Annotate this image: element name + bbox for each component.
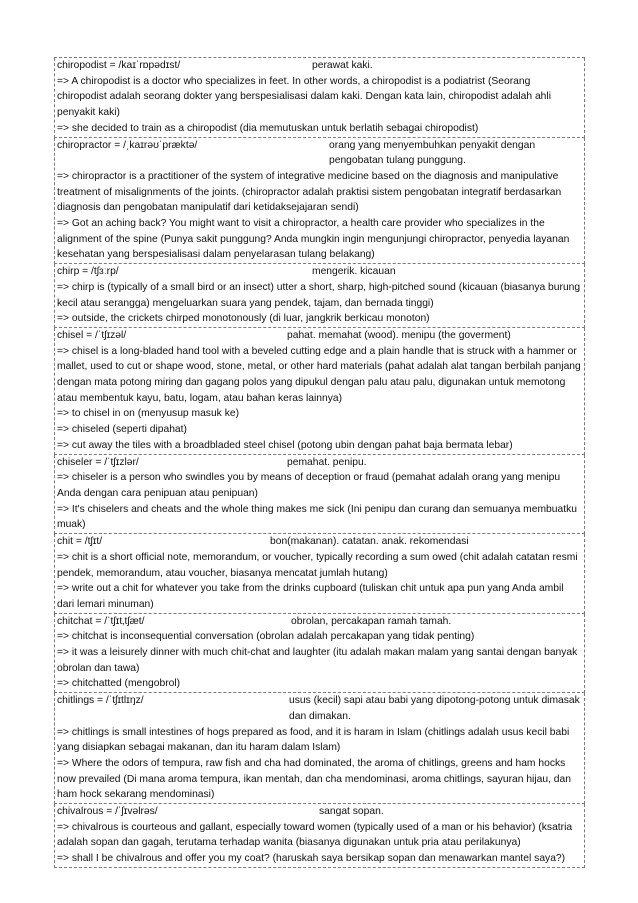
dictionary-document bbox=[54, 57, 585, 868]
entry-line: => chirp is (typically of a small bird or an insect) utter a short, sharp, high-pitched sound (kicauan (biasanya burung kecil atau serangga) mengeluarkan suara yang pendek, tajam, dan bernada tinggi) bbox=[57, 281, 581, 309]
entry-line: => outside, the crickets chirped monotonously (di luar, jangkrik berkicau monoton) bbox=[57, 313, 430, 325]
entry-line: => chit is a short official note, memorandum, or voucher, typically recording a sum owed (chit adalah catatan resmi pendek, memorandum, atau voucher, biasanya mencatat jumlah hutang) bbox=[57, 551, 578, 579]
entry-line: => shall I be chivalrous and offer you my coat? (haruskah saya bersikap sopan dan menawarkan mantel saya?) bbox=[57, 853, 566, 865]
dictionary-entry bbox=[54, 264, 585, 328]
entry-header bbox=[57, 804, 582, 820]
entry-meaning: sangat sopan. bbox=[319, 806, 384, 818]
entry-line: => chiropractor is a practitioner of the system of integrative medicine based on the diagnosis and manipulative treatment of misalignments of the joints. (chiropractor adalah praktisi sistem pengobatan integratif berdasarkan diagnosis dan pengobatan manipulatif dari ketidaksejajaran sendi) bbox=[57, 170, 562, 214]
entry-line: => It's chiselers and cheats and the whole thing makes me sick (Ini penipu dan curang dan semuanya membuatku muak) bbox=[57, 503, 577, 531]
entry-line: => chitchat is inconsequential conversation (obrolan adalah percakapan yang tidak penting) bbox=[57, 631, 475, 643]
entry-headword: chiseler = /ˈtʃɪzlər/ bbox=[57, 456, 139, 468]
entry-meaning: pahat. memahat (wood). menipu (the goverment) bbox=[287, 329, 511, 341]
entry-meaning: bon(makanan). catatan. anak. rekomendasi bbox=[270, 536, 469, 548]
entry-line: => write out a chit for whatever you take from the drinks cupboard (tuliskan chit untuk apa pun yang Anda ambil dari lemari minuman) bbox=[57, 583, 564, 610]
entry-headword: chivalrous = /ˈʃɪvəlrəs/ bbox=[57, 806, 158, 818]
entry-header bbox=[57, 614, 582, 630]
entry-headword: chiropodist = /kaɪˈrɒpədɪst/ bbox=[57, 60, 181, 71]
entry-meaning: pemahat. penipu. bbox=[287, 456, 367, 468]
dictionary-entry bbox=[54, 138, 585, 265]
entry-meaning: usus (kecil) sapi atau babi yang dipotong-potong untuk dimasak dan dimakan. bbox=[289, 695, 580, 722]
entry-headword: chitchat = /ˈtʃɪt‚tʃæt/ bbox=[57, 615, 145, 627]
entry-headword: chitlings = /ˈtʃɪtlɪŋz/ bbox=[57, 695, 144, 707]
entry-headword: chisel = /ˈtʃɪzəl/ bbox=[57, 329, 127, 341]
entry-line: => cut away the tiles with a broadbladed steel chisel (potong ubin dengan pahat baja bermata lebar) bbox=[57, 439, 513, 451]
entry-line: => chitlings is small intestines of hogs prepared as food, and it is haram in Islam (chitlings adalah usus kecil babi yang disiapkan sebagai makanan, dan itu haram dalam Islam) bbox=[57, 726, 570, 754]
dictionary-entry bbox=[54, 693, 585, 804]
entry-header bbox=[57, 534, 582, 550]
dictionary-entry bbox=[54, 614, 585, 694]
entry-line: => chitchatted (mengobrol) bbox=[57, 678, 181, 690]
entry-header bbox=[57, 264, 582, 280]
entry-line: => chivalrous is courteous and gallant, especially toward women (typically used of a man or his behavior) (ksatria adalah sopan dan gagah, terutama terhadap wanita (biasanya digunakan untuk pria atau perilakunya) bbox=[57, 821, 573, 849]
entry-line: => to chisel in on (menyusup masuk ke) bbox=[57, 408, 240, 420]
entry-line: => she decided to train as a chiropodist (dia memutuskan untuk berlatih sebagai chiropodist) bbox=[57, 122, 479, 134]
entry-meaning: obrolan, percakapan ramah tamah. bbox=[291, 615, 452, 627]
entry-line: => Where the odors of tempura, raw fish and cha had dominated, the aroma of chitlings, greens and ham hocks now prevailed (Di mana aroma tempura, ikan mentah, dan cha mendominasi, aroma chitlings, sayuran hijau, dan ham hock sekarang mendominasi) bbox=[57, 757, 571, 801]
dictionary-entry bbox=[54, 328, 585, 455]
entry-line: => A chiropodist is a doctor who specializes in feet. In other words, a chiropodist is a podiatrist (Seorang chiropodist adalah seorang dokter yang berspesialisasi dalam kaki. Dengan kata lain, chiropodist adalah ahli penyakit kaki) bbox=[57, 75, 551, 119]
entry-meaning: mengerik. kicauan bbox=[312, 266, 396, 278]
entry-meaning: perawat kaki. bbox=[312, 60, 373, 71]
entry-line: => chiseler is a person who swindles you by means of deception or fraud (pemahat adalah orang yang menipu Anda dengan cara penipuan atau penipuan) bbox=[57, 472, 561, 499]
entry-header bbox=[57, 455, 582, 471]
dictionary-entry bbox=[54, 455, 585, 535]
entry-meaning: orang yang menyembuhkan penyakit dengan pengobatan tulang punggung. bbox=[329, 139, 536, 167]
entry-line: => chiseled (seperti dipahat) bbox=[57, 424, 187, 436]
entry-line: => it was a leisurely dinner with much chit-chat and laughter (itu adalah makan malam yang santai dengan banyak obrolan dan tawa) bbox=[57, 647, 578, 674]
entry-header bbox=[57, 328, 582, 344]
entry-line: => chisel is a long-bladed hand tool with a beveled cutting edge and a plain handle that is struck with a hammer or mallet, used to cut or shape wood, stone, metal, or other hard materials (pahat adalah alat tangan berbilah panjang dengan mata potong miring dan gagang polos yang dipukul dengan palu atau palu, digunakan untuk memotong atau membentuk kayu, batu, logam, atau bahan keras lainnya) bbox=[57, 345, 581, 404]
entry-headword: chiropractor = /ˌkaɪrəʊˈpræktə/ bbox=[57, 139, 198, 151]
entry-header bbox=[57, 58, 582, 74]
dictionary-entry bbox=[54, 58, 585, 138]
entry-headword: chit = /tʃɪt/ bbox=[57, 536, 103, 548]
entry-header bbox=[57, 138, 582, 169]
entry-headword: chirp = /tʃɜːrp/ bbox=[57, 266, 119, 278]
entry-line: => Got an aching back? You might want to visit a chiropractor, a health care provider who specializes in the alignment of the spine (Punya sakit punggung? Anda mungkin ingin mengunjungi chiropractor, penyedia layanan kesehatan yang berspesialisasi dalam penyelarasan tulang belakang) bbox=[57, 218, 570, 261]
dictionary-entry bbox=[54, 534, 585, 614]
entry-header bbox=[57, 693, 582, 724]
dictionary-entry bbox=[54, 804, 585, 868]
